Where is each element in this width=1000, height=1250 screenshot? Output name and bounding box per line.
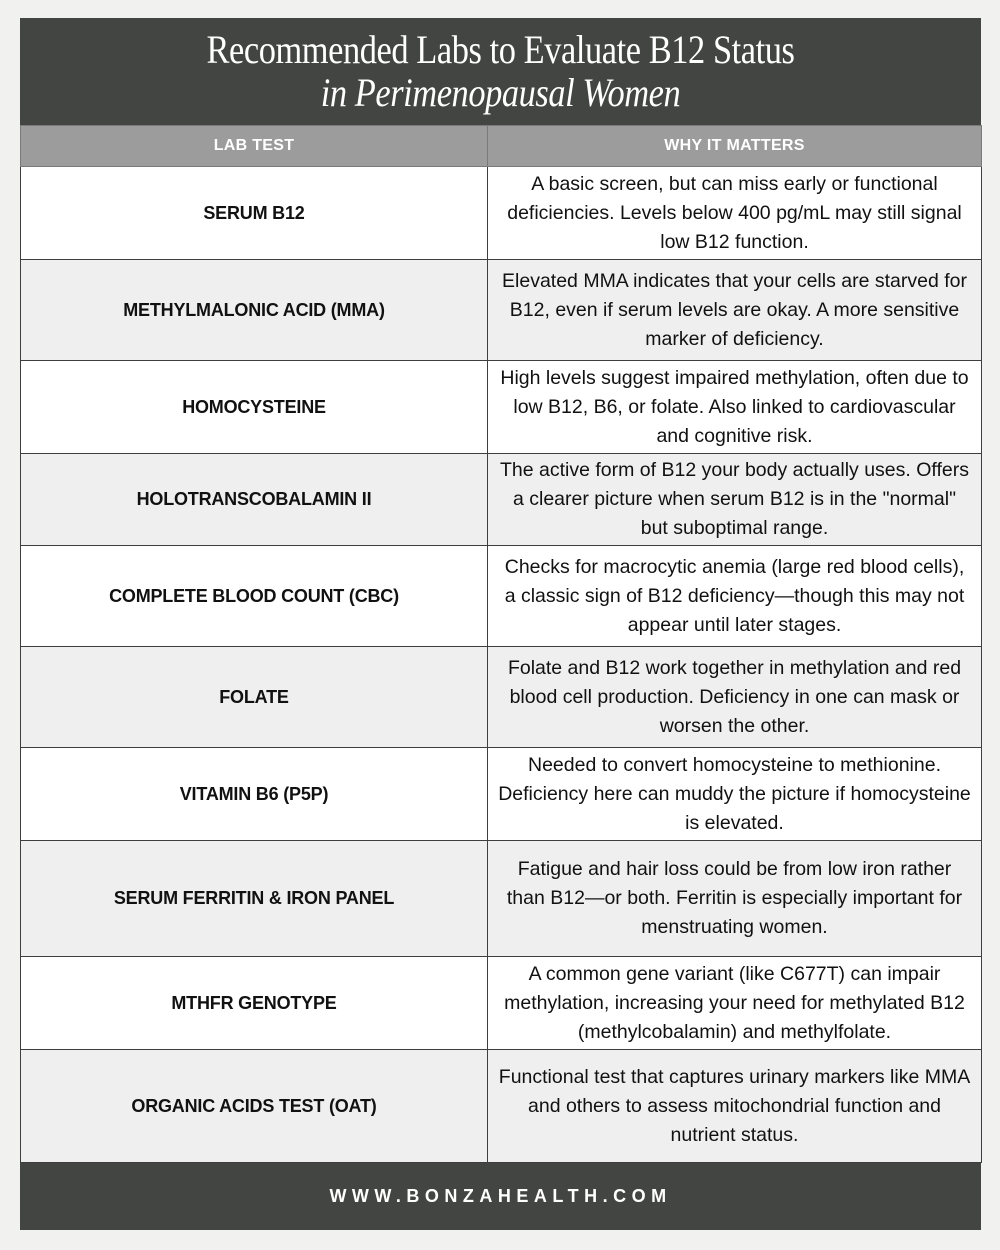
table-row	[21, 546, 982, 647]
table-row	[21, 361, 982, 454]
lab-test-name: HOMOCYSTEINE	[21, 361, 488, 454]
table-row	[21, 647, 982, 748]
table-row	[21, 260, 982, 361]
table-row	[21, 454, 982, 546]
lab-test-reason: The active form of B12 your body actually uses. Offers a clearer picture when serum B12 is in the "normal" but suboptimal range.	[488, 454, 982, 546]
lab-test-reason: Fatigue and hair loss could be from low iron rather than B12—or both. Ferritin is especially important for menstruating women.	[488, 841, 982, 957]
lab-test-reason: High levels suggest impaired methylation, often due to low B12, B6, or folate. Also linked to cardiovascular and cognitive risk.	[488, 361, 982, 454]
lab-test-name: MTHFR GENOTYPE	[21, 957, 488, 1050]
lab-test-name: ORGANIC ACIDS TEST (OAT)	[21, 1050, 488, 1163]
lab-test-name: SERUM B12	[21, 167, 488, 260]
labs-table	[20, 125, 982, 1163]
title-line-2: in Perimenopausal Women	[320, 70, 681, 115]
lab-test-name: METHYLMALONIC ACID (MMA)	[21, 260, 488, 361]
header-lab-test: LAB TEST	[21, 126, 488, 167]
lab-test-reason: Functional test that captures urinary markers like MMA and others to assess mitochondrial function and nutrient status.	[488, 1050, 982, 1163]
table-row	[21, 167, 982, 260]
infographic-card	[20, 18, 981, 1230]
lab-test-name: HOLOTRANSCOBALAMIN II	[21, 454, 488, 546]
table-row	[21, 748, 982, 841]
header-why-it-matters: WHY IT MATTERS	[488, 126, 982, 167]
lab-test-reason: Needed to convert homocysteine to methionine. Deficiency here can muddy the picture if homocysteine is elevated.	[488, 748, 982, 841]
title-line-1: Recommended Labs to Evaluate B12 Status	[206, 27, 795, 72]
lab-test-name: SERUM FERRITIN & IRON PANEL	[21, 841, 488, 957]
lab-test-reason: Checks for macrocytic anemia (large red blood cells), a classic sign of B12 deficiency—though this may not appear until later stages.	[488, 546, 982, 647]
lab-test-reason: Folate and B12 work together in methylation and red blood cell production. Deficiency in one can mask or worsen the other.	[488, 647, 982, 748]
table-row	[21, 841, 982, 957]
lab-test-name: FOLATE	[21, 647, 488, 748]
table-row	[21, 957, 982, 1050]
table-row	[21, 1050, 982, 1163]
table-header-row	[21, 126, 982, 167]
lab-test-name: VITAMIN B6 (P5P)	[21, 748, 488, 841]
lab-test-reason: A basic screen, but can miss early or functional deficiencies. Levels below 400 pg/mL may still signal low B12 function.	[488, 167, 982, 260]
lab-test-name: COMPLETE BLOOD COUNT (CBC)	[21, 546, 488, 647]
lab-test-reason: Elevated MMA indicates that your cells are starved for B12, even if serum levels are okay. A more sensitive marker of deficiency.	[488, 260, 982, 361]
title-bar	[20, 18, 981, 125]
lab-test-reason: A common gene variant (like C677T) can impair methylation, increasing your need for methylated B12 (methylcobalamin) and methylfolate.	[488, 957, 982, 1050]
footer-url: WWW.BONZAHEALTH.COM	[20, 1163, 981, 1230]
